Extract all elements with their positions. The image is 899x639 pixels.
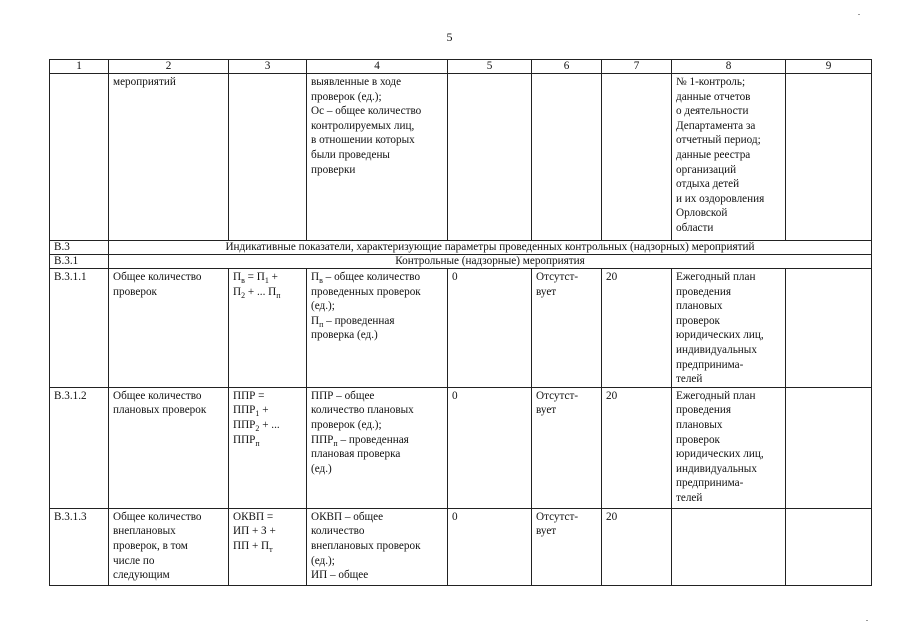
- description-cell: $П_в$ – общее количество проведенных проверок (ед.); $П_п$ – проведенная проверка (ед.): [307, 269, 448, 388]
- column-number: 8: [672, 60, 786, 74]
- column-number: 1: [50, 60, 109, 74]
- source-cell: Ежегодный план проведения плановых проверок юридических лиц, индивидуальных предпринима- телей: [672, 387, 786, 508]
- description-cell: выявленные в ходе проверок (ед.); Ос – общее количество контролируемых лиц, в отношении которых были проведены проверки: [307, 74, 448, 241]
- table-cell: [229, 74, 307, 241]
- table-row: [50, 387, 872, 508]
- table-cell: [786, 387, 872, 508]
- baseline-value: 0: [448, 387, 532, 508]
- table-cell: [786, 508, 872, 585]
- indicator-code: В.3.1.3: [50, 508, 109, 585]
- column-number: 4: [307, 60, 448, 74]
- table-cell: [672, 508, 786, 585]
- column-number: 5: [448, 60, 532, 74]
- page-number: 5: [446, 30, 453, 44]
- table-cell: [532, 74, 602, 241]
- indicator-name: Общее количество плановых проверок: [109, 387, 229, 508]
- source-cell: № 1-контроль; данные отчетов о деятельности Департамента за отчетный период; данные реестра организаций отдыха детей и их оздоровления Орловской области: [672, 74, 786, 241]
- table-row: [50, 508, 872, 585]
- formula-cell: $П_в = П_1$ + $П_2$ + ... $П_п$: [229, 269, 307, 388]
- target-value: 20: [602, 508, 672, 585]
- status-cell: Отсутст- вует: [532, 508, 602, 585]
- indicator-code: В.3.1.2: [50, 387, 109, 508]
- status-cell: Отсутст- вует: [532, 387, 602, 508]
- column-number: 7: [602, 60, 672, 74]
- column-number: 6: [532, 60, 602, 74]
- formula-cell: ОКВП = ИП + З + ПП + $П_т$: [229, 508, 307, 585]
- column-number: 2: [109, 60, 229, 74]
- scan-speck: [858, 14, 860, 15]
- source-cell: Ежегодный план проведения плановых проверок юридических лиц, индивидуальных предпринима- телей: [672, 269, 786, 388]
- description-cell: ОКВП – общее количество внеплановых проверок (ед.); ИП – общее: [307, 508, 448, 585]
- table-cell: [448, 74, 532, 241]
- description-cell: ППР – общее количество плановых проверок (ед.); $ППР_п$ – проведенная плановая проверка (ед.): [307, 387, 448, 508]
- table-cell: [786, 269, 872, 388]
- table-cell: [786, 74, 872, 241]
- indicators-table: [49, 59, 872, 586]
- column-number-row: [50, 60, 872, 74]
- status-cell: Отсутст- вует: [532, 269, 602, 388]
- table-cell: [50, 74, 109, 241]
- indicator-code: В.3.1.1: [50, 269, 109, 388]
- table-cell: [602, 74, 672, 241]
- target-value: 20: [602, 269, 672, 388]
- section-code: В.3: [50, 241, 109, 255]
- formula-cell: ППР = $ППР_1$ + $ППР_2$ + ... $ППР_п$: [229, 387, 307, 508]
- table-row: [50, 269, 872, 388]
- indicator-name: Общее количество внеплановых проверок, в том числе по следующим: [109, 508, 229, 585]
- section-code: В.3.1: [50, 255, 109, 269]
- baseline-value: 0: [448, 508, 532, 585]
- indicator-name: Общее количество проверок: [109, 269, 229, 388]
- section-title: Контрольные (надзорные) мероприятия: [109, 255, 872, 269]
- section-title: Индикативные показатели, характеризующие параметры проведенных контрольных (надзорных) мероприятий: [109, 241, 872, 255]
- column-number: 9: [786, 60, 872, 74]
- indicator-name-cell: мероприятий: [109, 74, 229, 241]
- target-value: 20: [602, 387, 672, 508]
- scan-speck: [866, 620, 868, 621]
- section-row-b31: [50, 255, 872, 269]
- baseline-value: 0: [448, 269, 532, 388]
- continuation-row: [50, 74, 872, 241]
- section-row-b3: [50, 241, 872, 255]
- column-number: 3: [229, 60, 307, 74]
